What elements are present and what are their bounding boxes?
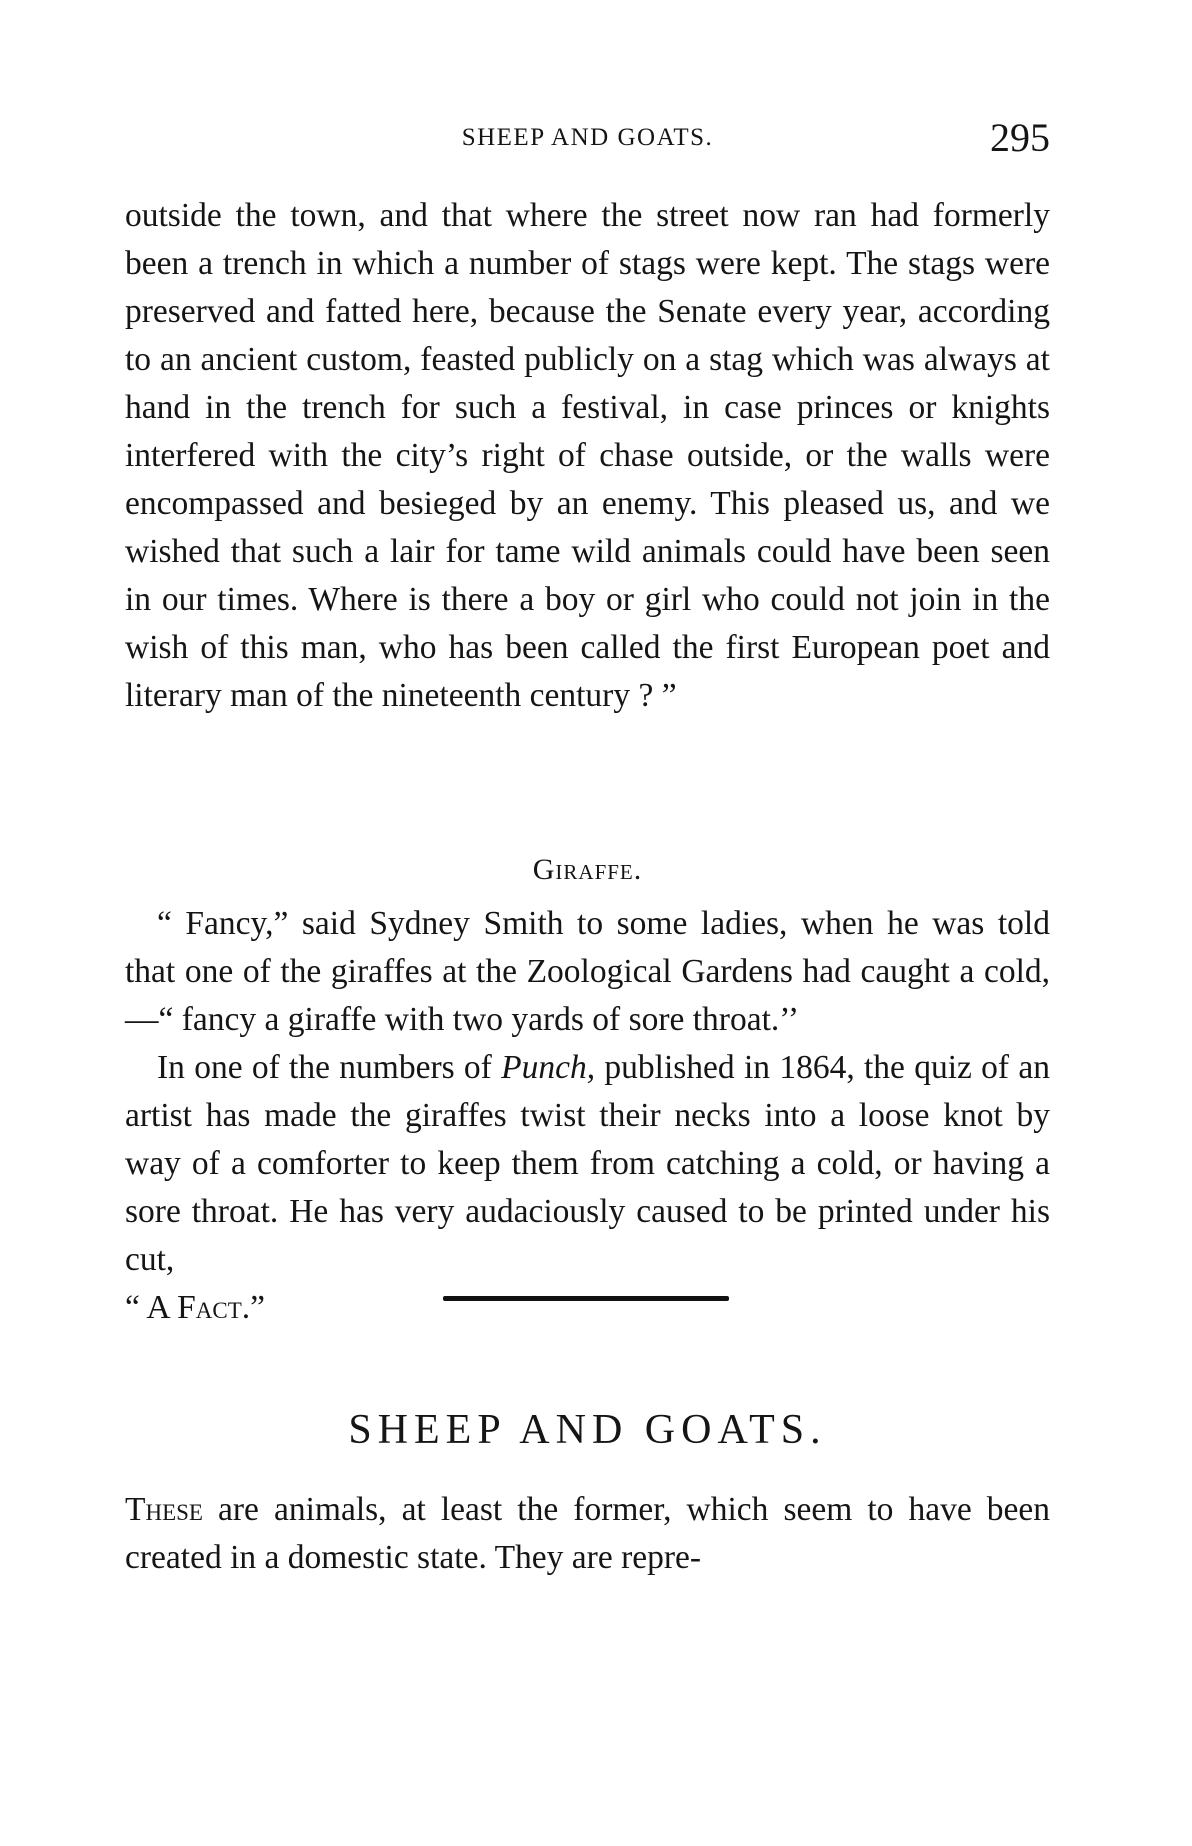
- punch-text-start: In one of the numbers of: [157, 1049, 502, 1086]
- paragraph-goethe-quote: outside the town, and that where the street now ran had formerly been a trench in which a number of stags were kept. The stags were preserved and fatted here, because the Senate every year, according to an ancient custom, feasted publicly on a stag which was always at hand in the trench for such a festival, in case princes or knights interfered with the city’s right of chase outside, or the walls were encompassed and besieged by an enemy. This pleased us, and we wished that such a lair for tame wild animals could have been seen in our times. Where is there a boy or girl who could not join in the wish of this man, who has been called the first European poet and literary man of the nineteenth century ? ”: [125, 197, 1050, 714]
- opening-word: These: [125, 1491, 203, 1528]
- sheep-intro-text: are animals, at least the former, which seem to have been created in a domestic state. They are repre-: [125, 1491, 1050, 1576]
- section-heading-giraffe: [125, 853, 1050, 887]
- punch-text-rest: published in 1864, the quiz of an artist has made the giraffes twist their necks into a loose knot by way of a comforter to keep them from catching a cold, or having a sore throat. He has very audaciously caused to be printed under his cut,: [125, 1049, 1050, 1278]
- giraffe-section: [125, 900, 1050, 1332]
- paragraph-sydney-smith: “ Fancy,” said Sydney Smith to some ladies, when he was told that one of the giraffes at the Zoological Gardens had caught a cold,—“ fancy a giraffe with two yards of sore throat.’’: [125, 905, 1050, 1038]
- continuation-text: [125, 192, 1050, 720]
- a-fact-caption: “ A Fact.”: [125, 1289, 265, 1326]
- running-head: [125, 115, 1050, 160]
- paragraph-punch: [125, 1044, 1050, 1332]
- paragraph-sheep-intro: [125, 1486, 1050, 1582]
- running-title: SHEEP AND GOATS.: [461, 124, 714, 151]
- page-number: 295: [990, 115, 1050, 160]
- chapter-heading: SHEEP AND GOATS.: [348, 1407, 827, 1453]
- giraffe-heading-text: Giraffe.: [532, 853, 643, 886]
- section-divider-rule: [443, 1296, 729, 1301]
- punch-title: Punch,: [501, 1049, 596, 1086]
- chapter-opening: [125, 1486, 1050, 1582]
